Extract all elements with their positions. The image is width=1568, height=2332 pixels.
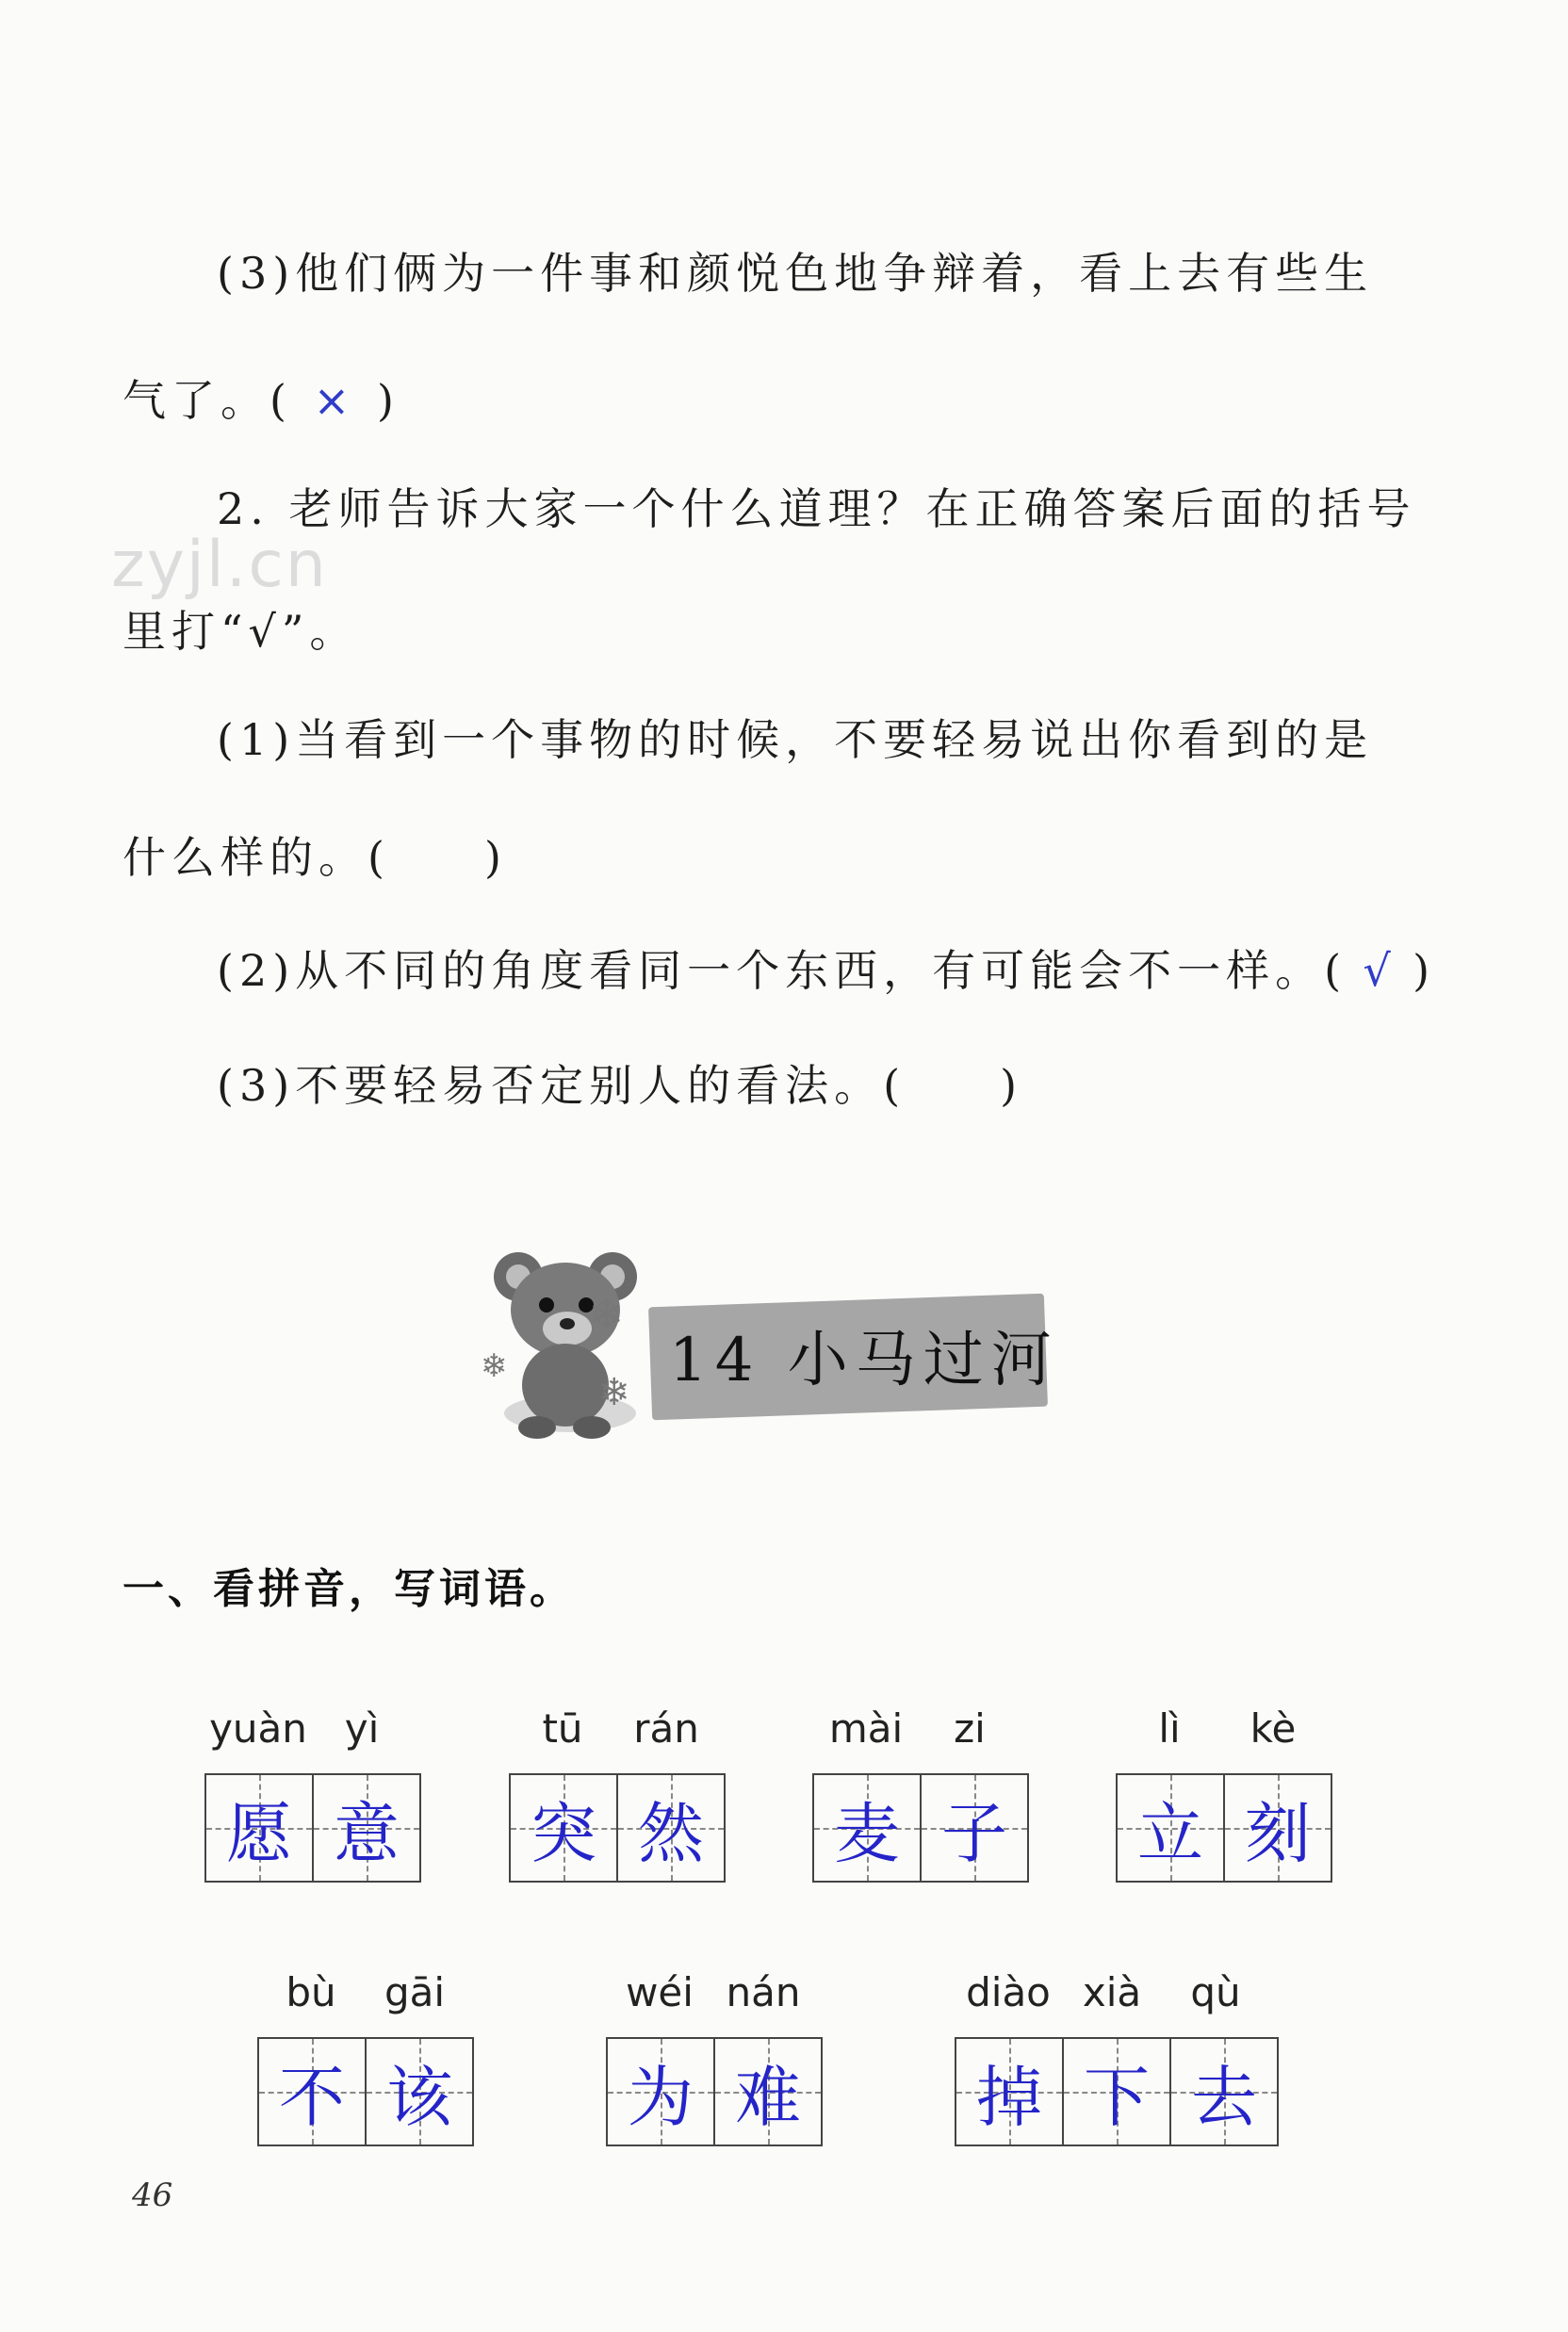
pinyin: tū [542, 1705, 583, 1752]
q2-opt3 [217, 1057, 1022, 1114]
pinyin: nán [726, 1969, 801, 2015]
q2-opt3-text: (3)不要轻易否定别人的看法。( [217, 1060, 906, 1111]
q2-opt1-line1: (1)当看到一个事物的时候，不要轻易说出你看到的是 [217, 714, 1374, 765]
paren-close: ) [376, 375, 400, 426]
char: 刻 [1245, 1794, 1311, 1872]
lesson-banner [481, 1234, 1065, 1451]
char: 愿 [226, 1794, 292, 1872]
char: 突 [531, 1794, 596, 1872]
pinyin: kè [1250, 1705, 1297, 1752]
q2-opt1-line2 [122, 829, 507, 886]
char-box[interactable] [812, 1773, 922, 1883]
q1-3-line1: (3)他们俩为一件事和颜悦色地争辩着，看上去有些生 [217, 248, 1374, 299]
char-box[interactable] [606, 2037, 715, 2146]
char: 子 [941, 1794, 1007, 1872]
paren-close: ) [1000, 1060, 1023, 1111]
char: 为 [628, 2058, 694, 2136]
char: 去 [1191, 2058, 1257, 2136]
pinyin: diào [966, 1969, 1051, 2015]
snowflake-icon: ❄ [481, 1347, 508, 1385]
q2-line2: 里打“√”。 [122, 606, 359, 657]
char: 难 [735, 2058, 801, 2136]
char-box[interactable] [1062, 2037, 1171, 2146]
char-box[interactable] [955, 2037, 1064, 2146]
char-box[interactable] [1169, 2037, 1279, 2146]
q2-opt2-text: (2)从不同的角度看同一个东西，有可能会不一样。( [217, 945, 1348, 996]
pinyin: rán [633, 1705, 699, 1752]
char: 不 [279, 2058, 345, 2136]
q1-3-text: 气了。( [122, 375, 292, 426]
section-title: 一、看拼音，写词语。 [122, 1565, 575, 1613]
q2-opt2 [217, 942, 1435, 999]
char-box[interactable] [1116, 1773, 1225, 1883]
page-number: 46 [132, 2177, 173, 2214]
watermark: zyjl.cn [111, 528, 328, 602]
char-box[interactable] [1223, 1773, 1332, 1883]
char-box[interactable] [312, 1773, 421, 1883]
char: 下 [1084, 2058, 1150, 2136]
pinyin: yuàn [209, 1705, 307, 1752]
q1-3-line2 [122, 372, 400, 429]
char-box[interactable] [204, 1773, 314, 1883]
pinyin: lì [1158, 1705, 1181, 1752]
char-box[interactable] [257, 2037, 367, 2146]
char-box[interactable] [616, 1773, 726, 1883]
char-box[interactable] [509, 1773, 618, 1883]
pinyin: gāi [384, 1969, 446, 2015]
q2-opt2-answer: √ [1363, 945, 1396, 996]
char: 掉 [976, 2058, 1042, 2136]
lesson-title: 14 小马过河 [669, 1326, 1059, 1395]
pinyin: xià [1082, 1969, 1142, 2015]
char-box[interactable] [365, 2037, 474, 2146]
pinyin: bù [286, 1969, 336, 2015]
char: 麦 [834, 1794, 900, 1872]
pinyin: wéi [626, 1969, 694, 2015]
char: 该 [386, 2058, 452, 2136]
snowflake-icon: ❄ [589, 1291, 624, 1339]
pinyin: zi [954, 1705, 986, 1752]
q2-line1: 2. 老师告诉大家一个什么道理？在正确答案后面的括号 [217, 483, 1416, 534]
pinyin: qù [1190, 1969, 1241, 2015]
paren-close: ) [483, 832, 507, 883]
pinyin: yì [344, 1705, 380, 1752]
char: 意 [334, 1794, 400, 1872]
snowflake-icon: ❄ [598, 1371, 630, 1414]
char-box[interactable] [713, 2037, 823, 2146]
q1-3-answer: × [313, 375, 356, 426]
paren-close: ) [1413, 945, 1436, 996]
q2-opt1-text: 什么样的。( [122, 832, 390, 883]
bear-icon [481, 1234, 660, 1451]
pinyin: mài [828, 1705, 904, 1752]
char-box[interactable] [920, 1773, 1029, 1883]
char: 立 [1137, 1794, 1203, 1872]
char: 然 [638, 1794, 704, 1872]
